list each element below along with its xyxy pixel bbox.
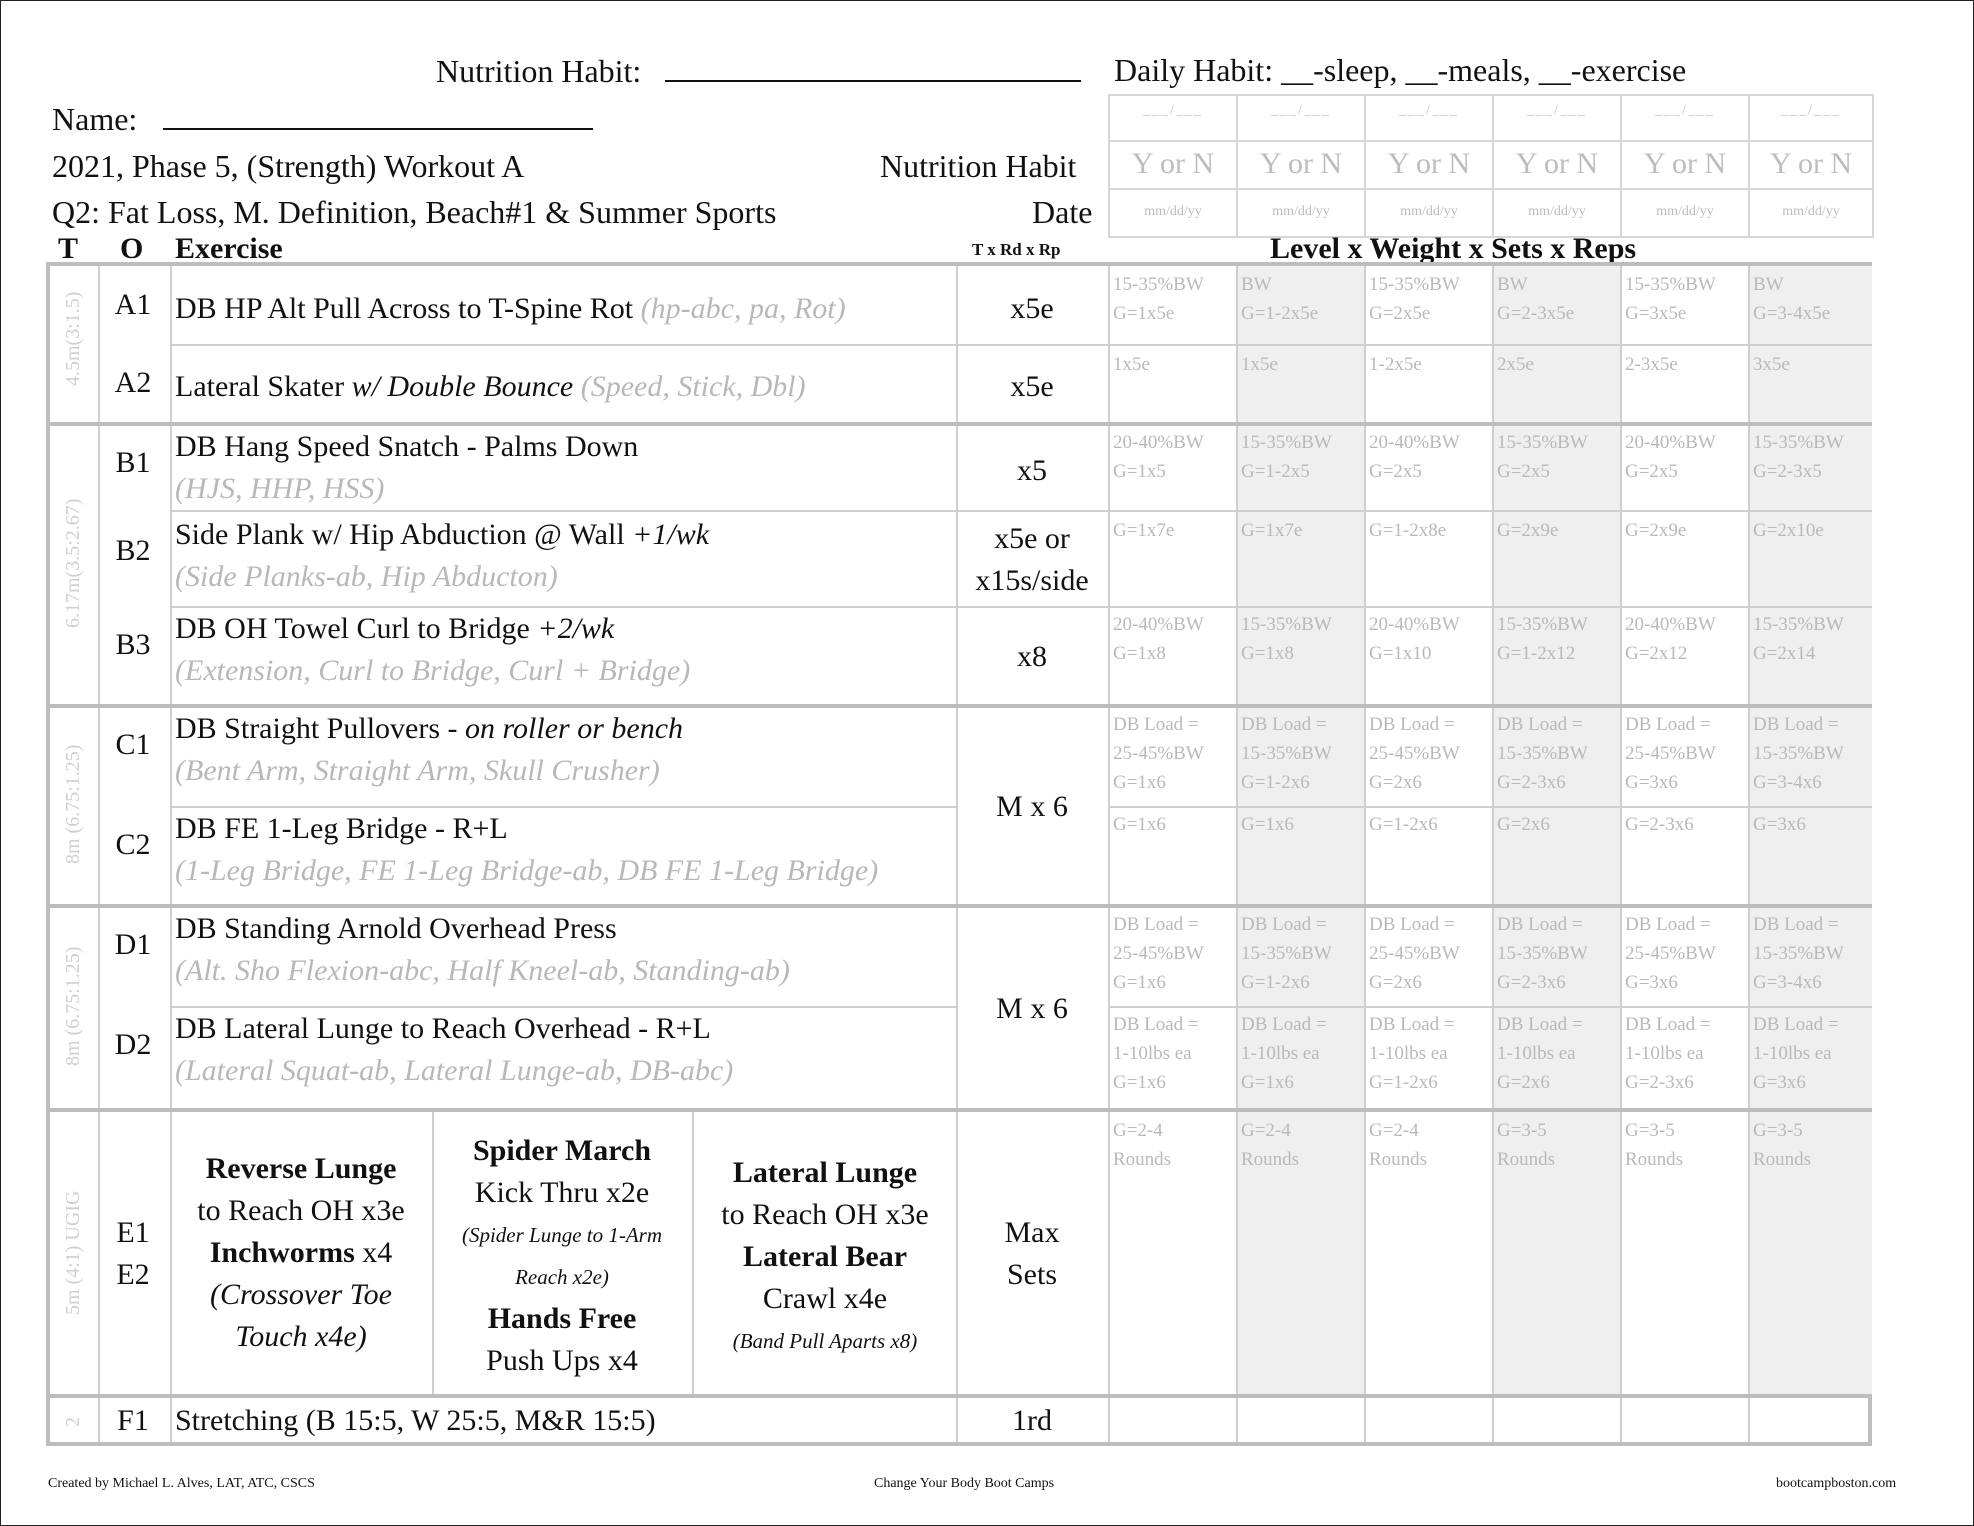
prescription-a1: x5e (1010, 292, 1054, 325)
exercise-name: DB Lateral Lunge to Reach Overhead - R+L (175, 1012, 711, 1045)
log-cell-e-4[interactable]: G=3-5 Rounds (1497, 1120, 1556, 1170)
date-cell[interactable]: mm/dd/yy (1364, 188, 1494, 238)
e-col-2 (434, 1130, 690, 1382)
log-cell-c1-6[interactable]: DB Load = 15-35%BW G=3-4x6 (1753, 714, 1844, 793)
log-cell-c1-3[interactable]: DB Load = 25-45%BW G=2x6 (1369, 714, 1460, 793)
e-order (98, 1212, 168, 1296)
habit-tally-cell[interactable]: ___/___ (1108, 94, 1238, 142)
log-cell-c2-4[interactable]: G=2x6 (1497, 814, 1550, 835)
col-header-t: T (58, 232, 79, 265)
col-header-o: O (120, 232, 144, 265)
date-row-label: Date (1032, 194, 1093, 230)
exercise-note: on roller or bench (457, 712, 684, 745)
log-cell-d2-3[interactable]: DB Load = 1-10lbs ea G=1-2x6 (1369, 1014, 1455, 1093)
log-cell-d1-1[interactable]: DB Load = 25-45%BW G=1x6 (1113, 914, 1204, 993)
time-label-b: 6.17m(3.5:2.67) (62, 498, 84, 628)
log-cell-b2-4[interactable]: G=2x9e (1497, 520, 1559, 541)
e-col3-line2: Crawl x4e (762, 1282, 888, 1315)
log-cell-e-3[interactable]: G=2-4 Rounds (1369, 1120, 1428, 1170)
time-label-e: 5m (4:1) UGIG (62, 1190, 84, 1316)
order-b3: B3 (115, 628, 151, 661)
log-cell-d2-4[interactable]: DB Load = 1-10lbs ea G=2x6 (1497, 1014, 1583, 1093)
nutrition-yn-cell[interactable]: Y or N (1108, 140, 1238, 190)
prescription-b3: x8 (1017, 640, 1047, 673)
log-cell-e-6[interactable]: G=3-5 Rounds (1753, 1120, 1812, 1170)
time-label-d: 8m (6.75:1.25) (62, 946, 84, 1066)
row-divider (170, 510, 1872, 512)
log-cell-a1-3[interactable]: 15-35%BW G=2x5e (1369, 274, 1460, 324)
f-exercise-name: Stretching (B 15:5, W 25:5, M&R 15:5) (175, 1404, 656, 1437)
exercise-b3 (175, 608, 690, 692)
order-a1: A1 (114, 288, 152, 321)
footer-brand: Change Your Body Boot Camps (874, 1476, 1055, 1491)
log-cell-f-6[interactable] (1749, 1398, 1871, 1440)
e-col3-title2: Lateral Bear (742, 1240, 908, 1273)
date-cell[interactable]: mm/dd/yy (1236, 188, 1366, 238)
log-cell-f-3[interactable] (1365, 1398, 1491, 1440)
log-cell-c1-2[interactable]: DB Load = 15-35%BW G=1-2x6 (1241, 714, 1332, 793)
exercise-name: DB HP Alt Pull Across to T-Spine Rot (175, 292, 634, 325)
exercise-name: DB FE 1-Leg Bridge - R+L (175, 812, 508, 845)
e-col1-note2: Touch x4e) (235, 1320, 367, 1353)
nutrition-yn-cell[interactable]: Y or N (1492, 140, 1622, 190)
e-col1-title: Reverse Lunge (205, 1152, 397, 1185)
log-cell-a2-1[interactable]: 1x5e (1113, 354, 1150, 375)
date-cell[interactable]: mm/dd/yy (1748, 188, 1874, 238)
col-header-log: Level x Weight x Sets x Reps (1270, 232, 1637, 265)
log-cell-e-1[interactable]: G=2-4 Rounds (1113, 1120, 1172, 1170)
log-cell-d1-3[interactable]: DB Load = 25-45%BW G=2x6 (1369, 914, 1460, 993)
log-cell-f-4[interactable] (1493, 1398, 1619, 1440)
log-cell-b3-6[interactable]: 15-35%BW G=2x14 (1753, 614, 1844, 664)
time-label-c: 8m (6.75:1.25) (62, 744, 84, 864)
e-col1-line1: to Reach OH x3e (197, 1194, 405, 1227)
exercise-name: DB Hang Speed Snatch - Palms Down (175, 430, 639, 463)
nutrition-habit-field[interactable] (436, 52, 1081, 90)
log-cell-c2-1[interactable]: G=1x6 (1113, 814, 1166, 835)
e-col2-note1: (Spider Lunge to 1-Arm (461, 1223, 663, 1247)
exercise-name: Lateral Skater (175, 370, 345, 403)
prescription-b1: x5 (1017, 454, 1047, 487)
exercise-progression: (Bent Arm, Straight Arm, Skull Crusher) (175, 754, 660, 787)
prescription-a2: x5e (1010, 370, 1054, 403)
col-header-prescription: T x Rd x Rp (972, 240, 1061, 259)
log-cell-b2-1[interactable]: G=1x7e (1113, 520, 1175, 541)
log-cell-d1-6[interactable]: DB Load = 15-35%BW G=3-4x6 (1753, 914, 1844, 993)
name-label: Name: (52, 101, 138, 137)
e-col1-line2: x4 (362, 1236, 393, 1269)
exercise-name: DB OH Towel Curl to Bridge (175, 612, 530, 645)
log-cell-a1-6[interactable]: BW G=3-4x5e (1753, 274, 1831, 324)
exercise-progression: (Alt. Sho Flexion-abc, Half Kneel-ab, Standing-ab) (175, 954, 790, 987)
nutrition-yn-cell[interactable]: Y or N (1236, 140, 1366, 190)
e-col1-title2: Inchworms (209, 1236, 355, 1269)
order-d2: D2 (114, 1028, 152, 1061)
log-cell-d2-6[interactable]: DB Load = 1-10lbs ea G=3x6 (1753, 1014, 1839, 1093)
log-cell-f-2[interactable] (1237, 1398, 1363, 1440)
log-cell-b3-2[interactable]: 15-35%BW G=1x8 (1241, 614, 1332, 664)
e-prescription-1: Max (1004, 1216, 1060, 1249)
log-cell-c2-3[interactable]: G=1-2x6 (1369, 814, 1438, 835)
log-cell-d2-2[interactable]: DB Load = 1-10lbs ea G=1x6 (1241, 1014, 1327, 1093)
order-b2: B2 (115, 534, 151, 567)
log-cell-c2-6[interactable]: G=3x6 (1753, 814, 1806, 835)
exercise-progression: (hp-abc, pa, Rot) (633, 292, 846, 325)
exercise-progression: (1-Leg Bridge, FE 1-Leg Bridge-ab, DB FE 1-Leg Bridge) (175, 854, 879, 887)
order-a2: A2 (114, 366, 152, 399)
nutrition-yn-cell[interactable]: Y or N (1748, 140, 1874, 190)
log-cell-c1-4[interactable]: DB Load = 15-35%BW G=2-3x6 (1497, 714, 1588, 793)
e1-order: E1 (116, 1216, 150, 1249)
e-col2-line1: Kick Thru x2e (474, 1176, 650, 1209)
log-cell-f-5[interactable] (1621, 1398, 1747, 1440)
log-cell-a2-5[interactable]: 2-3x5e (1625, 354, 1678, 375)
exercise-a2 (175, 366, 806, 408)
log-cell-b3-4[interactable]: 15-35%BW G=1-2x12 (1497, 614, 1588, 664)
group-divider (46, 1108, 1872, 1112)
e-col-3 (694, 1152, 956, 1362)
log-cell-b2-2[interactable]: G=1x7e (1241, 520, 1303, 541)
exercise-d2 (175, 1008, 733, 1092)
log-cell-c1-5[interactable]: DB Load = 25-45%BW G=3x6 (1625, 714, 1716, 793)
log-cell-d2-5[interactable]: DB Load = 1-10lbs ea G=2-3x6 (1625, 1014, 1711, 1093)
log-cell-f-1[interactable] (1109, 1398, 1235, 1440)
exercise-d1 (175, 908, 790, 992)
log-cell-a2-6[interactable]: 3x5e (1753, 354, 1790, 375)
exercise-b1 (175, 426, 638, 510)
log-cell-b3-3[interactable]: 20-40%BW G=1x10 (1369, 614, 1460, 664)
e-prescription-2: Sets (1006, 1258, 1057, 1291)
nutrition-yn-cell[interactable]: Y or N (1364, 140, 1494, 190)
exercise-note: +1/wk (624, 518, 710, 551)
row-divider (170, 344, 1872, 346)
log-cell-a1-5[interactable]: 15-35%BW G=3x5e (1625, 274, 1716, 324)
quarter-goal: Q2: Fat Loss, M. Definition, Beach#1 & Summer Sports (52, 194, 777, 230)
time-label-f: 2 (62, 1417, 84, 1427)
nutrition-yn-cell[interactable]: Y or N (1620, 140, 1750, 190)
log-cell-d1-5[interactable]: DB Load = 25-45%BW G=3x6 (1625, 914, 1716, 993)
e-col1-note1: (Crossover Toe (210, 1278, 392, 1311)
exercise-b2 (175, 514, 709, 598)
exercise-name: DB Standing Arnold Overhead Press (175, 912, 617, 945)
order-b1: B1 (115, 446, 151, 479)
habit-tally-cell[interactable]: ___/___ (1236, 94, 1366, 142)
log-cell-b1-2[interactable]: 15-35%BW G=1-2x5 (1241, 432, 1332, 482)
name-line[interactable] (163, 100, 593, 130)
exercise-progression: (Extension, Curl to Bridge, Curl + Bridge) (175, 654, 691, 687)
name-field[interactable] (52, 100, 593, 138)
c-prescription: M x 6 (996, 790, 1068, 823)
log-cell-a2-2[interactable]: 1x5e (1241, 354, 1278, 375)
log-cell-c2-5[interactable]: G=2-3x6 (1625, 814, 1694, 835)
log-cell-b1-3[interactable]: 20-40%BW G=2x5 (1369, 432, 1460, 482)
nutrition-habit-line[interactable] (665, 52, 1081, 82)
e-prescription (957, 1212, 1107, 1296)
e-col3-note: (Band Pull Aparts x8) (732, 1329, 918, 1353)
e-col3-line1: to Reach OH x3e (721, 1198, 929, 1231)
e-col-1 (172, 1148, 430, 1358)
log-cell-c2-2[interactable]: G=1x6 (1241, 814, 1294, 835)
log-cell-a1-1[interactable]: 15-35%BW G=1x5e (1113, 274, 1204, 324)
f-prescription: 1rd (1012, 1404, 1052, 1437)
exercise-progression: (HJS, HHP, HSS) (175, 472, 385, 505)
habit-tally-cell[interactable]: ___/___ (1620, 94, 1750, 142)
log-cell-e-5[interactable]: G=3-5 Rounds (1625, 1120, 1684, 1170)
log-cell-a2-3[interactable]: 1-2x5e (1369, 354, 1422, 375)
order-d1: D1 (114, 928, 152, 961)
order-c1: C1 (115, 728, 151, 761)
time-label-a: 4.5m(3:1.5) (62, 291, 84, 387)
habit-tally-cell[interactable]: ___/___ (1748, 94, 1874, 142)
exercise-note: +2/wk (529, 612, 615, 645)
log-cell-d2-1[interactable]: DB Load = 1-10lbs ea G=1x6 (1113, 1014, 1199, 1093)
workout-title: 2021, Phase 5, (Strength) Workout A (52, 148, 525, 184)
e-col2-title: Spider March (472, 1134, 652, 1167)
order-c2: C2 (115, 828, 151, 861)
log-cell-b2-5[interactable]: G=2x9e (1625, 520, 1687, 541)
log-cell-a2-4[interactable]: 2x5e (1497, 354, 1534, 375)
footer-website: bootcampboston.com (1776, 1476, 1897, 1491)
e-col2-note2: Reach x2e) (515, 1265, 609, 1289)
habit-tally-cell[interactable]: ___/___ (1364, 94, 1494, 142)
exercise-progression: (Speed, Stick, Dbl) (573, 370, 806, 403)
exercise-c2 (175, 808, 878, 892)
exercise-name: DB Straight Pullovers - (175, 712, 458, 745)
log-cell-b1-1[interactable]: 20-40%BW G=1x5 (1113, 432, 1204, 482)
log-cell-e-2[interactable]: G=2-4 Rounds (1241, 1120, 1300, 1170)
date-cell[interactable]: mm/dd/yy (1620, 188, 1750, 238)
exercise-name: Side Plank w/ Hip Abduction @ Wall (175, 518, 625, 551)
footer-credit: Created by Michael L. Alves, LAT, ATC, CSCS (48, 1476, 315, 1491)
e-col3-title: Lateral Lunge (732, 1156, 918, 1189)
col-header-exercise: Exercise (175, 232, 283, 265)
log-cell-b1-4[interactable]: 15-35%BW G=2x5 (1497, 432, 1588, 482)
daily-habit-text: Daily Habit: __-sleep, __-meals, __-exercise (1114, 52, 1687, 88)
e-col2-title2: Hands Free (487, 1302, 637, 1335)
date-cell[interactable]: mm/dd/yy (1108, 188, 1238, 238)
log-cell-b2-3[interactable]: G=1-2x8e (1369, 520, 1447, 541)
exercise-note: w/ Double Bounce (344, 370, 574, 403)
exercise-a1 (175, 288, 846, 330)
log-cell-b3-1[interactable]: 20-40%BW G=1x8 (1113, 614, 1204, 664)
f-order: F1 (117, 1404, 149, 1437)
log-cell-a1-4[interactable]: BW G=2-3x5e (1497, 274, 1575, 324)
prescription-b2: x5e or x15s/side (975, 522, 1089, 597)
log-cell-b1-5[interactable]: 20-40%BW G=2x5 (1625, 432, 1716, 482)
e2-order: E2 (116, 1258, 150, 1291)
log-cell-b1-6[interactable]: 15-35%BW G=2-3x5 (1753, 432, 1844, 482)
date-cell[interactable]: mm/dd/yy (1492, 188, 1622, 238)
log-cell-b2-6[interactable]: G=2x10e (1753, 520, 1824, 541)
nutrition-habit-label: Nutrition Habit: (436, 53, 642, 89)
log-cell-a1-2[interactable]: BW G=1-2x5e (1241, 274, 1319, 324)
d-prescription: M x 6 (996, 992, 1068, 1025)
log-cell-d1-4[interactable]: DB Load = 15-35%BW G=2-3x6 (1497, 914, 1588, 993)
nutrition-habit-row-label: Nutrition Habit (880, 148, 1077, 184)
e-col2-line2: Push Ups x4 (486, 1344, 638, 1377)
exercise-progression: (Lateral Squat-ab, Lateral Lunge-ab, DB-abc) (175, 1054, 734, 1087)
habit-tally-cell[interactable]: ___/___ (1492, 94, 1622, 142)
exercise-c1 (175, 708, 683, 792)
exercise-progression: (Side Planks-ab, Hip Abducton) (175, 560, 558, 593)
log-cell-b3-5[interactable]: 20-40%BW G=2x12 (1625, 614, 1716, 664)
log-cell-c1-1[interactable]: DB Load = 25-45%BW G=1x6 (1113, 714, 1204, 793)
log-cell-d1-2[interactable]: DB Load = 15-35%BW G=1-2x6 (1241, 914, 1332, 993)
